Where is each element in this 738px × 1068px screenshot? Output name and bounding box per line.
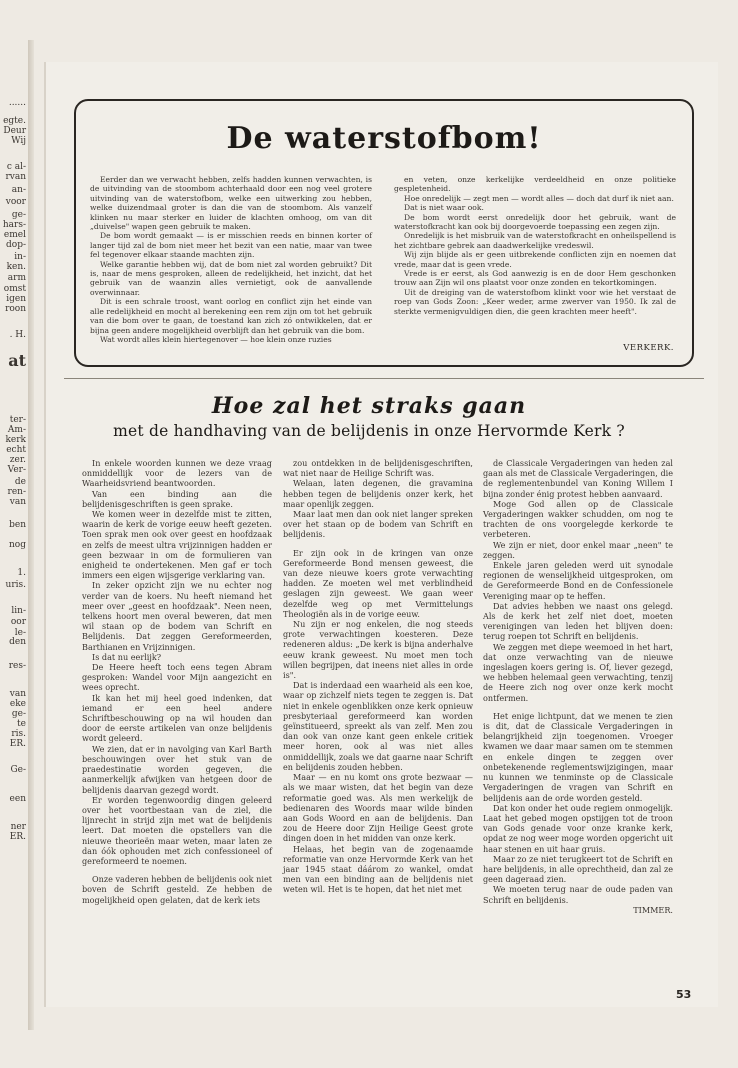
- spine-fragment: van: [9, 497, 26, 507]
- paragraph: De bom wordt eerst onredelijk door het gebruik, want de waterstofkracht kan ook bij doorgevoerde toepassing een zegen zijn.: [394, 212, 676, 232]
- paragraph: We zien, dat er in navolging van Karl Barth beschouwingen over het stuk van de praedestinatie worden gegeven, die aanmerkelijk afwijken van hetgeen door de belijdenis daarvan gezegd wordt.: [82, 743, 272, 795]
- spine-fragment: nog: [9, 540, 26, 550]
- paragraph: We zijn er niet, door enkel maar „neen" te zeggen.: [483, 539, 673, 560]
- article-column-2: [283, 458, 473, 895]
- spine-fragment: ner: [10, 822, 26, 832]
- spine-fragment: egte.: [3, 116, 26, 126]
- spine-fragment: at: [8, 351, 26, 370]
- paragraph: Enkele jaren geleden werd uit synodale regionen de wenselijkheid uitgesproken, om de Gereformeerde Bond en de Confessionele Vereniging maar op te heffen.: [483, 560, 673, 601]
- spine-fragment: ge-: [11, 709, 26, 719]
- spine-fragment: Deur: [3, 126, 26, 136]
- paragraph: Wij zijn blijde als er geen uitbrekende conflicten zijn en noemen dat vrede, maar dat is geen vrede.: [394, 250, 676, 269]
- paragraph: De bom wordt gemaakt — is er misschien reeds en binnen korter of langer tijd zal de bom niet meer het bezit van een natie, maar van twee fel tegenover elkaar staande machten zijn.: [90, 231, 372, 260]
- adjacent-page-spine: [0, 40, 34, 1030]
- editorial-title: De waterstofbom!: [226, 121, 542, 156]
- boxed-editorial: [74, 99, 694, 367]
- spine-fragment: rvan: [5, 172, 26, 182]
- paragraph: Het enige lichtpunt, dat we menen te zien is dit, dat de Classicale Vergaderingen in belangrijkheid zijn toegenomen. Vroeger kwamen we daar maar samen om te stemmen en enkele dingen te zeggen over onbetekenende reglementswijzigingen, maar nu kunnen we tenminste op de Classicale Vergaderingen de vragen van Schrift en belijdenis aan de orde worden gesteld.: [483, 710, 673, 803]
- spine-fragment: ER.: [9, 832, 26, 842]
- editorial-right-column: [394, 175, 676, 316]
- paragraph: We zeggen met diepe weemoed in het hart, dat onze verwachting van de nieuwe ingeslagen koers gering is. Of, liever gezegd, we hebben helemaal geen verwachting, tenzij de Heere zich nog over onze kerk mocht ontfermen.: [483, 641, 673, 703]
- paragraph: Dat is inderdaad een waarheid als een koe, waar op zichzelf niets tegen te zeggen is. Dat niet in enkele ogenblikken onze kerk opnieuw presbyteriaal gereformeerd kan worden geïnstitueerd, spreekt als van zelf. Men zou dan ook van onze kant geen enkele critiek meer horen, ook al was niet alles onmiddellijk, zoals we dat gaarne naar Schrift en belijdenis zouden hebben.: [283, 680, 473, 772]
- paragraph: We komen weer in dezelfde mist te zitten, waarin de kerk de vorige eeuw heeft gezeten. Toen sprak men ook over geest en hoofdzaak en zelfs de meest ultra vrijzinnigen hadden er geen bezwaar in om de formulieren van enigheid te ondertekenen. Men gaf er toch immers een eigen wijsgerige verklaring van.: [82, 509, 272, 581]
- spine-fragment: uris.: [5, 580, 26, 590]
- spine-fragment: ben: [9, 520, 26, 530]
- paragraph: Wat wordt alles klein hiertegenover — hoe klein onze ruzies: [100, 334, 332, 344]
- spine-fragment: den: [9, 637, 26, 647]
- spine-fragment: arm: [7, 273, 26, 283]
- section-divider: [64, 378, 704, 379]
- paragraph: Maar laat men dan ook niet langer spreken over het staan op de bodem van Schrift en belijdenis.: [283, 509, 473, 540]
- spine-fragment: Wij: [11, 136, 26, 146]
- article-title: Hoe zal het straks gaan: [211, 393, 527, 419]
- spine-fragment: te: [17, 719, 26, 729]
- article-subtitle: met de handhaving van de belijdenis in onze Hervormde Kerk ?: [113, 422, 625, 440]
- paragraph: Dat is niet waar ook.: [404, 203, 484, 213]
- paragraph: Onze vaderen hebben de belijdenis ook niet boven de Schrift gesteld. Ze hebben de mogelijkheid open gelaten, dat de kerk iets: [82, 874, 272, 905]
- paragraph: Ik kan het mij heel goed indenken, dat iemand er een heel andere Schriftbeschouwing op na wil houden dan door de eerste artikelen van onze belijdenis wordt geleerd.: [82, 692, 272, 744]
- spine-fragment: omst: [3, 284, 26, 294]
- spine-fragment: Am-: [7, 425, 26, 435]
- paragraph: Hoe onredelijk — zegt men — wordt alles — doch dat durf ik niet aan.: [404, 193, 674, 203]
- spine-fragment: an-: [11, 185, 26, 195]
- article-signature: TIMMER.: [633, 904, 673, 915]
- editorial-signature: VERKERK.: [623, 343, 674, 353]
- paragraph: Is dat nu eerlijk?: [92, 651, 162, 662]
- spine-fragment: ......: [8, 98, 26, 108]
- spine-fragment: ken.: [6, 262, 26, 272]
- spine-fragment: in-: [14, 252, 26, 262]
- spine-fragment: de: [14, 477, 26, 487]
- paragraph: zou ontdekken in de belijdenisgeschriften, wat niet naar de Heilige Schrift was.: [283, 458, 473, 479]
- spine-fragment: ge-: [11, 210, 26, 220]
- spine-fragment: ER.: [9, 739, 26, 749]
- spine-fragment: 1.: [17, 568, 26, 578]
- spine-fragment: le-: [14, 628, 26, 638]
- paragraph: en veten, onze kerkelijke verdeeldheid en onze politieke gespletenheid.: [394, 175, 676, 194]
- page-number: 53: [676, 988, 692, 1001]
- paragraph: Welaan, laten degenen, die gravamina hebben tegen de belijdenis onzer kerk, het maar openlijk zeggen.: [283, 478, 473, 509]
- paragraph: Dat kon onder het oude regiem onmogelijk. Laat het gebed mogen opstijgen tot de troon van Gods genade voor onze kranke kerk, opdat ze nog weer moge worden opgericht uit haar stenen en uit haar gruis.: [483, 802, 673, 854]
- spine-fragment: lin-: [11, 606, 26, 616]
- spine-fragment: Ver-: [7, 465, 26, 475]
- spine-fragment: voor: [5, 197, 26, 207]
- paragraph: Vrede is er eerst, als God aanwezig is en de door Hem geschonken trouw aan Zijn wil ons plaatst voor onze zonden en tekortkomingen.: [394, 269, 676, 288]
- spine-fragment: een: [9, 794, 26, 804]
- paragraph: Dit is een schrale troost, want oorlog en conflict zijn het einde van alle redelijkheid en mocht al berekening een rem zijn om tot het gebruik van die bom over te gaan, de toestand kan zich zó ontwikkelen, dat er bijna geen andere mogelijkheid overblijft dan het gebruik van die bom.: [90, 297, 372, 335]
- paragraph: Maar — en nu komt ons grote bezwaar — als we maar wisten, dat het begin van deze reformatie goed was. Als men werkelijk de bedienaren des Woords maar wilde binden aan Gods Woord en aan de belijdenis. Dan zou de Heere door Zijn Heilige Geest grote dingen doen in het midden van onze kerk.: [283, 772, 473, 844]
- paragraph: De Heere heeft toch eens tegen Abram gesproken: Wandel voor Mijn aangezicht en wees oprecht.: [82, 662, 272, 693]
- paragraph: Nu zijn er nog enkelen, die nog steeds grote verwachtingen koesteren. Deze redeneren aldus: „De kerk is bijna anderhalve eeuw krank geweest. Nu moet men toch willen begrijpen, dat ineens niet alles in orde is".: [283, 619, 473, 681]
- spine-fragment: ter-: [9, 415, 26, 425]
- paragraph: Welke garantie hebben wij, dat de bom niet zal worden gebruikt? Dit is, naar de mens gesproken, alleen de redelijkheid, het inzicht, dat het gebruik van de waanzin alles vernietigt, ook de aanvallende overwinnaar.: [90, 259, 372, 297]
- page-gutter: [28, 40, 34, 1030]
- spine-fragment: ris.: [11, 729, 26, 739]
- spine-fragment: Ge-: [10, 765, 26, 775]
- paragraph: de Classicale Vergaderingen van heden zal gaan als met de Classicale Vergaderingen, die de reglementenbundel van Koning Willem I bijna zonder énig protest hebben aanvaard.: [483, 458, 673, 499]
- paragraph: Dat advies hebben we naast ons gelegd. Als de kerk het zelf niet doet, moeten verenigingen van leden het blijven doen: terug roepen tot Schrift en belijdenis.: [483, 600, 673, 642]
- article-column-1: [82, 458, 272, 905]
- paragraph: Van een binding aan die belijdenisgeschriften is geen sprake.: [82, 488, 272, 509]
- paragraph: Maar zo ze niet terugkeert tot de Schrift en hare belijdenis, in alle oprechtheid, dan zal ze geen dageraad zien.: [483, 853, 673, 885]
- spine-fragment: oor: [10, 617, 26, 627]
- spine-fragment: zer.: [9, 455, 26, 465]
- spine-fragment: echt: [6, 445, 26, 455]
- article-column-3: [483, 458, 673, 915]
- spine-fragment: . H.: [9, 330, 26, 340]
- spine-fragment: hars-: [2, 220, 26, 230]
- spine-fragment: dop-: [6, 240, 26, 250]
- spine-fragment: emel: [3, 230, 26, 240]
- spine-fragment: roon: [5, 304, 26, 314]
- paragraph: Uit de dreiging van de waterstofbom klinkt voor wie het verstaat de roep van Gods Zoon: „Keer weder, arme zwerver van 1950. Ik zal de sterkte vermenigvuldigen dien, die geen krachten meer heeft".: [394, 287, 676, 316]
- paragraph: In zeker opzicht zijn we nu echter nog verder van de koers. Nu heeft niemand het meer over „geest en hoofdzaak". Neen neen, telkens hoort men overal beweren, dat men wil staan op de bodem van Schrift en Belijdenis. Dat zeggen Gereformeerden, Barthianen en Vrijzinnigen.: [82, 580, 272, 652]
- paragraph: We moeten terug naar de oude paden van Schrift en belijdenis.: [483, 884, 673, 905]
- spine-fragment: kerk: [5, 435, 26, 445]
- spine-fragment: c al-: [6, 162, 26, 172]
- spine-fragment: igen: [6, 294, 26, 304]
- paragraph: Helaas, het begin van de zogenaamde reformatie van onze Hervormde Kerk van het jaar 1945 staat dáárom zo wankel, omdat men van een binding aan de belijdenis niet weten wil. Het is te hopen, dat het niet met: [283, 843, 473, 895]
- spine-fragment: ren-: [7, 487, 26, 497]
- paragraph: Eerder dan we verwacht hebben, zelfs hadden kunnen verwachten, is de uitvinding van de stoombom achterhaald door een nog veel grotere uitvinding van de waterstofbom, welke een uitwerking zou hebben, welke duizendmaal groter is dan die van de stoombom. Als vanzelf klinken nu maar sterker en luider de klachten omhoog, om van dit „duivelse" wapen geen gebruik te maken.: [90, 175, 372, 232]
- spine-fragment: res-: [8, 661, 26, 671]
- paragraph: Er zijn ook in de kringen van onze Gereformeerde Bond mensen geweest, die van deze nieuwe koers grote verwachting hadden. Ze moeten wel met verblindheid geslagen zijn geweest. We gaan weer dezelfde weg op met Vermittelungs Theologiën als in de vorige eeuw.: [283, 547, 473, 619]
- paragraph: Onredelijk is het misbruik van de waterstofkracht en onheilspellend is het zichtbare gebrek aan daadwerkelijke vredeswil.: [394, 231, 676, 250]
- paragraph: In enkele woorden kunnen we deze vraag onmiddellijk voor de lezers van de Waarheidsvriend beantwoorden.: [82, 458, 272, 489]
- spine-fragment: eke: [9, 699, 26, 709]
- editorial-left-column: [90, 175, 372, 344]
- paragraph: Moge God allen op de Classicale Vergaderingen wakker schudden, om nog te trachten de ons voorgelegde kerkorde te verbeteren.: [483, 498, 673, 540]
- paragraph: Er worden tegenwoordig dingen geleerd over het voortbestaan van de ziel, die lijnrecht in strijd zijn met wat de belijdenis leert. Dat moeten die opstellers van die nieuwe theorieën maar weten, maar laten ze dan óók ophouden met zich confessioneel of gereformeerd te noemen.: [82, 794, 272, 866]
- spine-fragment: van: [9, 689, 26, 699]
